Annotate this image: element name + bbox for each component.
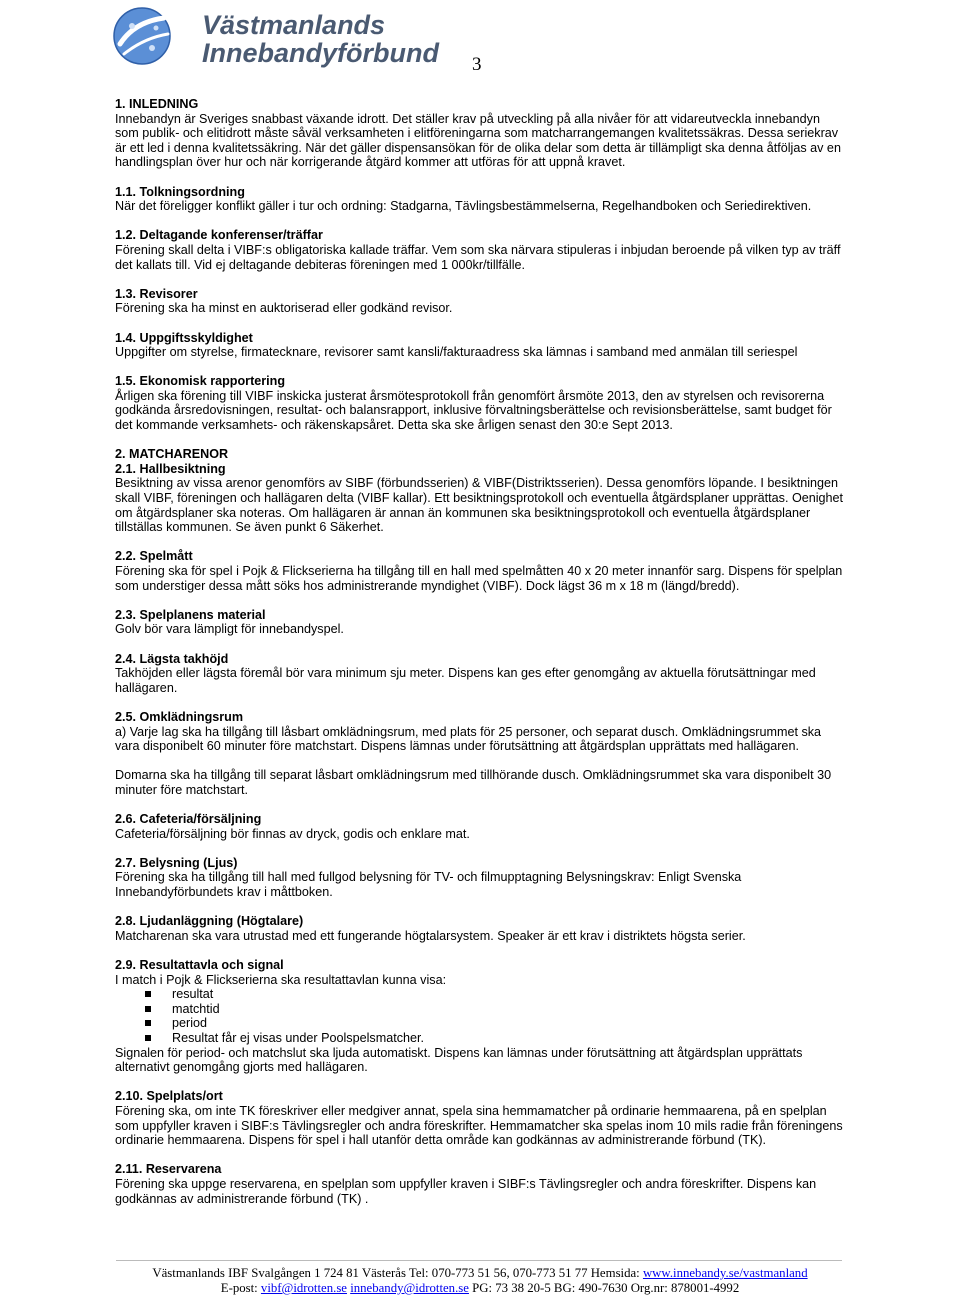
- section-heading: 2.8. Ljudanläggning (Högtalare): [115, 914, 304, 929]
- section-heading: 1.5. Ekonomisk rapportering: [115, 374, 286, 389]
- section-paragraph: Förening ska, om inte TK föreskriver eller medgiver annat, spela sina hemmamatcher på ordinarie hemmaarena, på en spelplan som uppfyller kraven i SIBF:s Tävlingsregler och andra föreskrifter. Hemmamatcher ska spelas inom 10 mils radie från föreningens ordinarie hemmaarena. Dispens för spel i hall utanför detta område kan godkännas av administrerande förbund (TK).: [115, 1103, 843, 1148]
- section-paragraph: Förening skall delta i VIBF:s obligatoriska kallade träffar. Vem som ska närvara stipuleras i inbjudan beroende på vilken typ av träff det kallats till. Vid ej deltagande debiteras föreningen med 1 000kr/tillfälle.: [115, 242, 841, 272]
- section-paragraph: Förening ska ha minst en auktoriserad eller godkänd revisor.: [115, 301, 453, 316]
- section: [115, 331, 845, 360]
- section-heading: 1.3. Revisorer: [115, 286, 198, 301]
- logo-line1: Västmanlands: [202, 10, 386, 40]
- section-paragraph: Förening ska ha tillgång till hall med fullgod belysning för TV- och filmupptagning Belysningskrav: Enligt Svenska Innebandyförbundets krav i måttboken.: [115, 870, 742, 900]
- section: [115, 374, 845, 432]
- section: [115, 914, 845, 943]
- footer-line-2: [0, 1281, 960, 1296]
- section: [115, 1089, 845, 1147]
- section-paragraph: Matcharenan ska vara utrustad med ett fungerande högtalarsystem. Speaker är ett krav i distriktets högsta serier.: [115, 928, 746, 943]
- section: [115, 97, 845, 170]
- section: [115, 812, 845, 841]
- section-heading: 2.2. Spelmått: [115, 549, 193, 564]
- page-number: 3: [472, 54, 482, 75]
- section-intro: I match i Pojk & Flickserierna ska resultattavlan kunna visa:: [115, 972, 447, 987]
- section: [115, 228, 845, 272]
- section-heading: 2.5. Omklädningsrum: [115, 709, 244, 724]
- section-paragraph: a) Varje lag ska ha tillgång till låsbart omklädningsrum, med plats för 25 personer, och separat dusch. Omklädningsrummet ska vara disponibelt 60 minuter före matchstart. Dispens lämnas under förutsättning att åtgärdsplan upprättats med hallägaren.: [115, 724, 822, 754]
- section-paragraph: Förening ska uppge reservarena, en spelplan som uppfyller kraven i SIBF:s Tävlingsregler och andra föreskrifter. Dispens kan godkännas av administrerande förbund (TK) .: [115, 1176, 817, 1206]
- bullet-item: Resultat får ej visas under Poolspelsmatcher.: [172, 1031, 845, 1046]
- floorball-icon: [114, 8, 170, 64]
- section-heading: 2. MATCHARENOR: [115, 447, 229, 462]
- section-heading: 2.10. Spelplats/ort: [115, 1089, 223, 1104]
- section-heading: 2.3. Spelplanens material: [115, 607, 266, 622]
- section-paragraph: Årligen ska förening till VIBF inskicka justerat årsmötesprotokoll från genomfört årsmöte 2013, den av styrelsen och revisorerna godkända årsredovisningen, resultat- och balansrapport, inklusive förvaltningsberättelse och revisionsberättelse, samt budget för det kommande verksamhets- och räkenskapsåret. Detta ska ske årligen senast den 30:e Sept 2013.: [115, 388, 832, 433]
- footer-divider: [116, 1260, 842, 1261]
- section-paragraph: Signalen för period- och matchslut ska ljuda automatiskt. Dispens kan lämnas under förutsättning att åtgärdsplan upprättats alternativt genomgång gjorts med hallägaren.: [115, 1045, 803, 1075]
- section: [115, 462, 845, 535]
- section-heading: 1.1. Tolkningsordning: [115, 184, 245, 199]
- page-header: [0, 0, 960, 90]
- email-link-vibf[interactable]: vibf@idrotten.se: [260, 1281, 347, 1295]
- section-paragraph: Domarna ska ha tillgång till separat låsbart omklädningsrum med tillhörande dusch. Omklädningsrummet ska vara disponibelt 30 minuter före matchstart.: [115, 768, 832, 797]
- section-paragraph: Takhöjden eller lägsta föremål bör vara minimum sju meter. Dispens kan ges efter genomgång av aktuella förutsättningar med hallägaren.: [115, 666, 816, 695]
- bullet-item: resultat: [172, 987, 845, 1002]
- bullet-item: matchtid: [172, 1002, 845, 1017]
- bullet-item: period: [172, 1016, 845, 1031]
- footer-email-label: E-post:: [220, 1281, 261, 1295]
- section: [115, 549, 845, 593]
- section-heading: 2.7. Belysning (Ljus): [115, 855, 238, 870]
- section: [115, 710, 845, 798]
- section-paragraph: Besiktning av vissa arenor genomförs av SIBF (förbundsserien) & VIBF(Distriktsserien). Dessa genomförs löpande. I besiktningen skall VIBF, föreningen och hallägaren delta (VIBF kallar). Ett besiktningsprotokoll och eventuella åtgärdsplaner upprättas. Oenighet om åtgärdsplaner ska noteras. Om hallägaren är annan än kommunen ska besiktningsprotokoll och eventuella åtgärdsplaner tillställas kommunen. Se även punkt 6 Säkerhet.: [115, 476, 844, 535]
- footer-address: Västmanlands IBF Svalgången 1 724 81 Västerås Tel: 070-773 51 56, 070-773 51 77 Hemsida:: [152, 1266, 643, 1280]
- section-paragraph: Förening ska för spel i Pojk & Flickserierna ha tillgång till en hall med spelmåtten 40 x 20 meter innanför sarg. Dispens för spelplan som understiger dessa mått söks hos administrerande myndighet (VIBF). Dock lägst 36 m x 18 m (längd/bredd).: [115, 564, 843, 593]
- section-heading: 2.1. Hallbesiktning: [115, 461, 226, 476]
- website-link[interactable]: www.innebandy.se/vastmanland: [642, 1266, 808, 1280]
- section-paragraph: Innebandyn är Sveriges snabbast växande idrott. Det ställer krav på utveckling på alla nivåer för att vidareutveckla innebandyn som publik- och elitidrott måste såväl verksamheten i elitföreningarna som matcharrangemangen kvalitetssäkras. Dessa seriekrav är ett led i denna kvalitetssäkring. När det gäller dispensansökan för de olika delar som detta är tillämpligt ska denna åtföljas av en handlingsplan över hur och när korrigerande åtgärd kommer att utföras för att uppnå kravet.: [115, 111, 841, 170]
- section: [115, 608, 845, 637]
- bullet-list: [115, 987, 845, 1045]
- section-heading: 2.6. Cafeteria/försäljning: [115, 812, 262, 827]
- section-paragraph: Uppgifter om styrelse, firmatecknare, revisorer samt kansli/fakturaadress ska lämnas i samband med anmälan till seriespel: [115, 345, 798, 360]
- email-link-innebandy[interactable]: innebandy@idrotten.se: [350, 1281, 469, 1295]
- footer-payment-info: PG: 73 38 20-5 BG: 490-7630 Org.nr: 878001-4992: [468, 1281, 740, 1295]
- section-paragraph: Golv bör vara lämpligt för innebandyspel.: [115, 622, 344, 637]
- section: [115, 958, 845, 1075]
- section-heading: 1.4. Uppgiftsskyldighet: [115, 330, 253, 345]
- section: [115, 287, 845, 316]
- section-heading: 2.9. Resultattavla och signal: [115, 958, 284, 973]
- section-heading: 2.4. Lägsta takhöjd: [115, 651, 229, 666]
- footer-line-1: [0, 1266, 960, 1281]
- section: [115, 447, 845, 462]
- section-heading: 1. INLEDNING: [115, 97, 199, 111]
- document-body: [115, 97, 845, 1221]
- logo: [114, 4, 439, 68]
- page-footer: [0, 1266, 960, 1296]
- section: [115, 652, 845, 696]
- section: [115, 1162, 845, 1206]
- section-heading: 1.2. Deltagande konferenser/träffar: [115, 228, 323, 243]
- section-heading: 2.11. Reservarena: [115, 1162, 222, 1177]
- section-paragraph: Cafeteria/försäljning bör finnas av dryck, godis och enklare mat.: [115, 826, 470, 841]
- section: [115, 856, 845, 900]
- logo-line2: Innebandyförbund: [202, 38, 439, 68]
- section: [115, 185, 845, 214]
- section-paragraph: När det föreligger konflikt gäller i tur och ordning: Stadgarna, Tävlingsbestämmelserna, Regelhandboken och Seriedirektiven.: [115, 199, 812, 214]
